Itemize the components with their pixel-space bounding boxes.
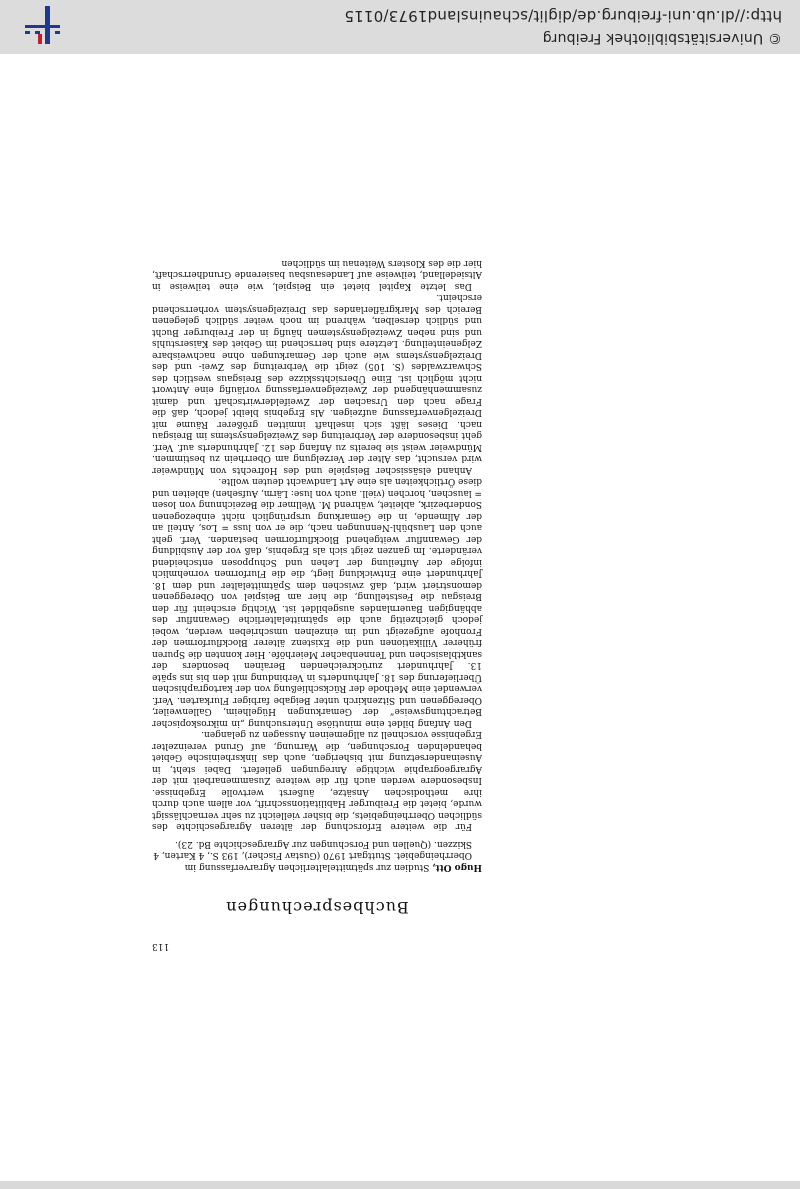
section-title: Buchbesprechungen [225,898,409,918]
top-bar [0,1181,800,1189]
review-author: Hugo Ott, [432,862,482,872]
review-paragraph-2: Den Anfang bildet eine minutiöse Untersuchung „in mikroskopischer Betrachtungsweise“ der Gemarkungen Hügelheim, Gallenweiler, Obereggenen und Sitzenkirch unter Beigabe farbiger Flurkarten. Verf. verwendet eine Methode der Rückschließung von der kartographischen Überlieferung des 18. Jahrhunderts in Verbindung mit den bis ins späte 13. Jahrhundert zurückreichenden Beraînen besonders der sanktblasischen und Tennenbacher Meierhöfe. Hier konnten die Spuren früherer Villikationen und die Existenz älterer Blockflurformen der Fronhofe aufgezeigt und im einzelnen umschrieben werden, wobei jedoch gleichzeitig auch die spätmittelalterliche Gewannflur des abhängigen Bauernlandes ausgebildet ist. Wichtig erscheint für den Breisgau die Feststellung, die hier am Beispiel von Obereggenen demonstriert wird, daß zwischen dem Spätmittelalter und dem 18. Jahrhundert eine Entwicklung liegt, die die Flurformen vornehmlich infolge der Aufteilung der Lehen und Schupposen entscheidend veränderte. Im ganzen zeigt sich als Ergebnis, daß vor der Ausbildung der Gewannflur weitgehend Blockflurformen bestanden. Verf. geht auch den Lausbühl-Nennungen nach, die er von luss = Los, Anteil an der Allmende, in die Gemarkung ursprünglich nicht einbezogenen Sonderbezirk, ableitet, während M. Wellmer die Bezeichnung von losen = lauschen, horchen (viell. auch von luse: Lärm, Aufsehen) ableiten und diese Örtlichkeiten als eine Art Landwacht deuten wollte. [152,476,482,728]
copyright-text: © Universitätsbibliothek Freiburg [542,30,782,46]
review-paragraph-3: Anhand elsässischer Beispiele und des Hofrechts von Mündweier wird versucht, das Alter der Verzelgung am Oberrhein zu bestimmen. Mündweier weist sie bereits zu Anfang des 12. Jahrhunderts auf. Verf. geht insbesondere der Verbreitung des Zweizelgensystems im Breisgau nach. Dieses läßt sich inselhaft inmitten größerer Räume mit Dreizelgenverfassung aufzeigen. Als Ergebnis bleibt jedoch, daß die Frage nach den Ursachen der Zweifelderwirtschaft und damit zusammenhängend der Zweizelgenverfassung vorläufig eine Antwort nicht möglich ist. Eine Übersichtsskizze des Breisgaus westlich des Schwarzwaldes (S. 105) zeigt die Verbreitung des Zwei- und des Dreizelgensystems wie auch der Gemarkungen ohne nachweisbare Zelgeneinteilung. Letztere sind herrschend im Gebiet des Kaiserstuhls und sind neben Zweizelgensystemen häufig in der Freiburger Bucht und südlich derselben, während im noch weiter südlich gelegenen Bereich des Markgräflerlandes das Dreizelgensystem vorherrschend erscheint. [152,292,482,475]
review-paragraph-1: Für die weitere Erforschung der älteren Agrargeschichte des südlichen Oberrheingebiets, die bisher vielleicht zu sehr vernachlässigt wurde, bietet die Freiburger Habilitationsschrift, vor allem auch durch ihre methodischen Ansätze, äußerst wertvolle Ergebnisse. Insbesondere werden auch für die weitere Zusammenarbeit mit der Agrargeographie wichtige Anregungen geliefert. Dabei steht, in Auseinandersetzung mit bisherigen, auch das linksrheinische Gebiet behandelnden Forschungen, die Warnung, auf Grund vereinzelter Ergebnisse vorschnell zu allgemeinen Aussagen zu gelangen. [152,729,482,832]
review-reference [152,838,482,873]
footer-bar [0,0,800,54]
ub-freiburg-logo-icon [18,6,64,46]
scanned-page [152,258,482,951]
review-reference-text: Studien zur spätmittelalterlichen Agrarverfassung im Oberrheingebiet. Stuttgart 1970 (Gustav Fischer), 193 S., 4 Karten, 4 Skizzen. (Quellen und Forschungen zur Agrargeschichte Bd. 23). [153,839,472,872]
page-number: 113 [152,941,170,951]
review-paragraph-4: Das letzte Kapitel bietet ein Beispiel, wie eine teilweise in Altsiedelland, teilweise auf Landesausbau basierende Grundherrschaft, hier die des Klosters Weitenau im südlichen [152,258,482,291]
source-url[interactable]: http://dl.ub.uni-freiburg.de/diglit/schauinsland1973/0115 [344,7,782,25]
